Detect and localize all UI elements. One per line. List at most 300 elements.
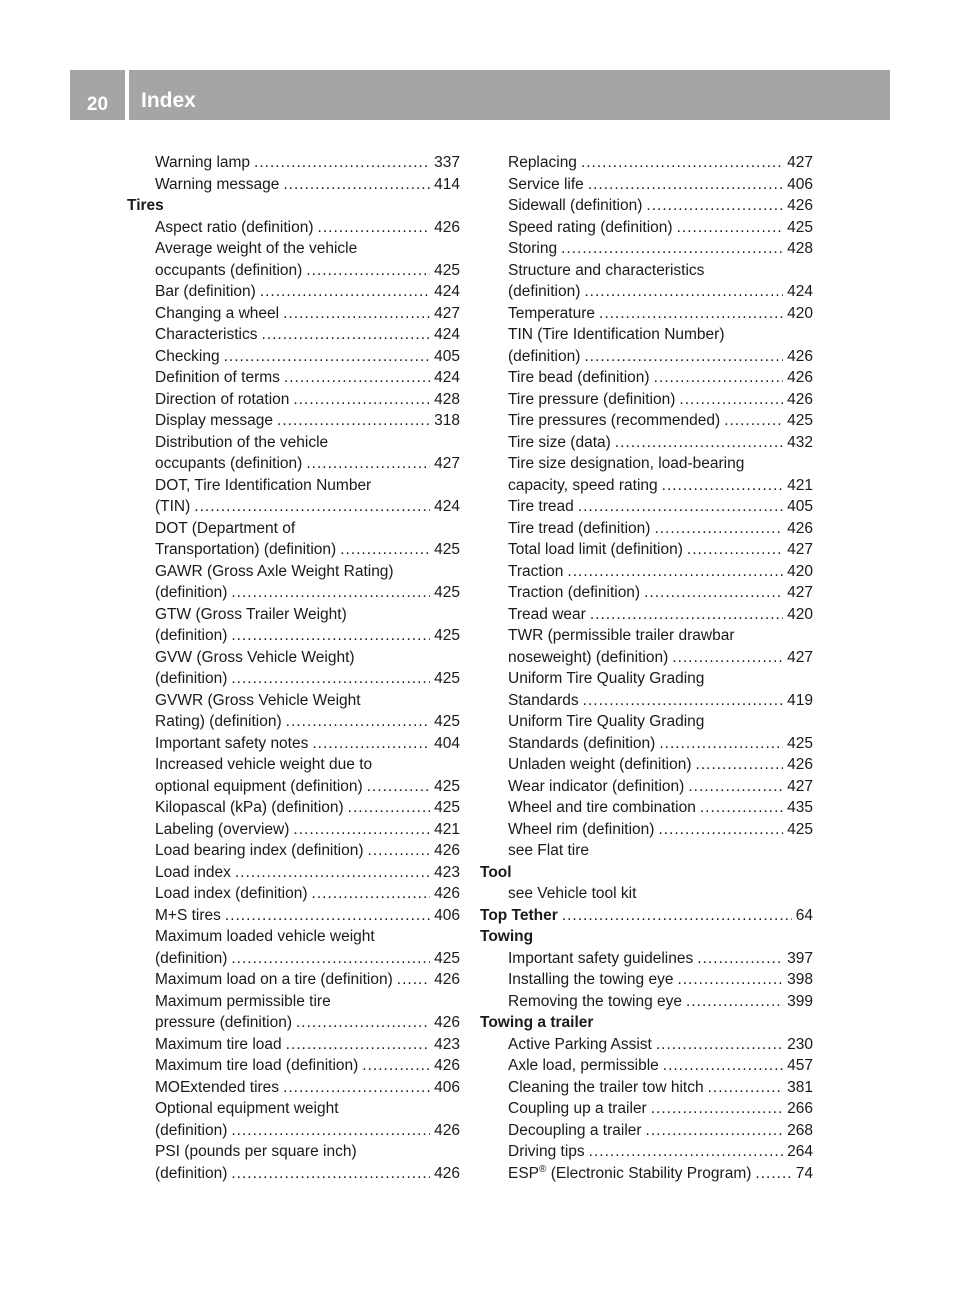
page-reference: 406: [434, 906, 460, 924]
page-reference: 426: [787, 756, 813, 773]
dot-leader: [700, 797, 783, 819]
page-reference: 421: [787, 476, 813, 494]
index-entry: [127, 668, 460, 690]
page-reference: 424: [434, 326, 460, 343]
dot-leader: [688, 776, 783, 798]
dot-leader: [662, 475, 783, 497]
entry-text: Maximum load on a tire (definition): [155, 971, 393, 988]
page-reference: 424: [787, 283, 813, 300]
index-entry: [127, 625, 460, 647]
entry-text: Rating) (definition): [155, 713, 282, 730]
dot-leader: [348, 797, 430, 819]
dot-leader: [562, 905, 792, 927]
dot-leader: [583, 690, 783, 712]
index-entry: [127, 711, 460, 733]
index-entry: [480, 1120, 813, 1142]
dot-leader: [581, 152, 783, 174]
entry-text: MOExtended tires: [155, 1078, 280, 1096]
dot-leader: [231, 948, 430, 970]
page-reference: 425: [434, 713, 460, 730]
entry-text: Changing a wheel: [155, 304, 280, 322]
index-entry: [127, 496, 460, 518]
index-entry: [127, 840, 460, 862]
dot-leader: [686, 991, 783, 1013]
index-entry: [127, 1141, 460, 1163]
index-entry: [127, 367, 460, 389]
index-entry: [480, 668, 813, 690]
page-reference: 397: [787, 949, 813, 967]
entry-text: Active Parking Assist: [508, 1035, 652, 1053]
index-entry: [127, 883, 460, 905]
entry-text: Distribution of the vehicle: [155, 433, 329, 451]
dot-leader: [231, 668, 430, 690]
entry-text: GAWR (Gross Axle Weight Rating): [155, 562, 394, 580]
dot-leader: [260, 281, 430, 303]
dot-leader: [312, 733, 430, 755]
dot-leader: [340, 539, 430, 561]
index-entry: [127, 561, 460, 583]
entry-text: Bar (definition): [155, 283, 256, 300]
index-entry: [127, 797, 460, 819]
entry-text: occupants (definition): [155, 455, 303, 472]
entry-text: (definition): [155, 1164, 228, 1182]
entry-text: Service life: [508, 175, 584, 193]
index-entry: [480, 496, 813, 518]
entry-text: GTW (Gross Trailer Weight): [155, 605, 347, 623]
index-entry: [480, 711, 813, 733]
entry-text: Important safety notes: [155, 734, 309, 752]
index-entry: [127, 475, 460, 497]
entry-text: Optional equipment weight: [155, 1100, 339, 1117]
index-entry: [127, 819, 460, 841]
index-entry: [127, 776, 460, 798]
entry-text: (definition): [155, 1121, 228, 1139]
page-reference: 432: [787, 433, 813, 451]
page-reference: 425: [434, 777, 460, 795]
entry-text: Load index: [155, 863, 231, 881]
entry-text: Sidewall (definition): [508, 197, 643, 214]
entry-text: Maximum tire load: [155, 1035, 282, 1053]
entry-text: TWR (permissible trailer drawbar: [508, 627, 735, 644]
page-reference: 425: [434, 670, 460, 687]
dot-leader: [724, 410, 783, 432]
header-divider: [125, 70, 129, 122]
dot-leader: [224, 346, 431, 368]
entry-text: GVW (Gross Vehicle Weight): [155, 648, 355, 666]
index-column-right: [480, 152, 813, 1184]
dot-leader: [225, 905, 430, 927]
index-entry: [480, 539, 813, 561]
page-reference: 230: [787, 1035, 813, 1053]
index-entry: [127, 582, 460, 604]
entry-text: Load bearing index (definition): [155, 842, 364, 859]
index-entry: [127, 862, 460, 884]
index-heading: [127, 195, 460, 217]
index-entry: [480, 754, 813, 776]
page-reference: 405: [434, 347, 460, 365]
index-column-left: [127, 152, 460, 1184]
page-reference: 457: [787, 1057, 813, 1074]
page-reference: 428: [434, 390, 460, 408]
dot-leader: [590, 604, 783, 626]
page-reference: 427: [434, 304, 460, 322]
dot-leader: [708, 1077, 784, 1099]
page-reference: 419: [787, 691, 813, 709]
dot-leader: [677, 217, 784, 239]
index-entry: [480, 346, 813, 368]
page-reference: 425: [434, 799, 460, 816]
index-entry: [480, 281, 813, 303]
entry-text: Checking: [155, 347, 220, 365]
index-entry: [480, 883, 813, 905]
index-entry: [127, 174, 460, 196]
page-reference: 425: [434, 627, 460, 644]
page-reference: 424: [434, 369, 460, 386]
page-reference: 266: [787, 1100, 813, 1117]
entry-text: TIN (Tire Identification Number): [508, 326, 725, 343]
index-entry: [127, 1163, 460, 1185]
entry-text: Definition of terms: [155, 369, 280, 386]
dot-leader: [696, 754, 784, 776]
entry-text: (definition): [155, 670, 228, 687]
page-reference: 426: [434, 218, 460, 236]
entry-text: Average weight of the vehicle: [155, 240, 358, 257]
index-entry: [480, 1098, 813, 1120]
dot-leader: [286, 711, 430, 733]
entry-text: Aspect ratio (definition): [155, 218, 314, 236]
index-entry: [480, 1163, 813, 1185]
index-entry: [480, 303, 813, 325]
entry-text: M+S tires: [155, 906, 221, 924]
page-reference: 425: [787, 734, 813, 752]
index-entry: [480, 238, 813, 260]
entry-text: Tire size designation, load-bearing: [508, 455, 745, 472]
dot-leader: [254, 152, 430, 174]
page-reference: 425: [434, 584, 460, 601]
dot-leader: [659, 733, 783, 755]
page-reference: 424: [434, 498, 460, 515]
index-entry: [127, 969, 460, 991]
page-reference: 425: [434, 261, 460, 279]
index-entry: [480, 217, 813, 239]
dot-leader: [231, 1120, 430, 1142]
dot-leader: [561, 238, 783, 260]
dot-leader: [589, 1141, 783, 1163]
dot-leader: [296, 1012, 430, 1034]
entry-text: Wheel and tire combination: [508, 799, 696, 816]
entry-text: Total load limit (definition): [508, 541, 683, 558]
entry-text: Transportation) (definition): [155, 541, 337, 558]
dot-leader: [644, 582, 783, 604]
index-entry: [480, 561, 813, 583]
dot-leader: [318, 217, 431, 239]
index-entry: [480, 324, 813, 346]
dot-leader: [397, 969, 430, 991]
entry-text: PSI (pounds per square inch): [155, 1143, 357, 1160]
page-reference: 405: [787, 498, 813, 515]
index-entry: [127, 905, 460, 927]
index-entry: [480, 518, 813, 540]
index-entry: [480, 195, 813, 217]
page-reference: 420: [787, 605, 813, 623]
entry-text: Traction: [508, 562, 564, 580]
entry-text: Tires: [127, 197, 164, 214]
index-entry: [480, 174, 813, 196]
index-entry: [480, 389, 813, 411]
entry-text: Cleaning the trailer tow hitch: [508, 1078, 704, 1096]
dot-leader: [367, 776, 430, 798]
index-entry: [480, 776, 813, 798]
entry-text: Direction of rotation: [155, 390, 290, 408]
entry-text: DOT, Tire Identification Number: [155, 476, 372, 494]
index-entry: [480, 410, 813, 432]
index-entry: [127, 389, 460, 411]
entry-text: Standards: [508, 691, 579, 709]
index-entry: [127, 260, 460, 282]
entry-text: Uniform Tire Quality Grading: [508, 713, 705, 730]
entry-text: Speed rating (definition): [508, 218, 673, 236]
entry-text: Maximum tire load (definition): [155, 1057, 359, 1074]
entry-text: Decoupling a trailer: [508, 1121, 642, 1139]
dot-leader: [231, 625, 430, 647]
page-reference: 425: [434, 949, 460, 967]
dot-leader: [646, 195, 783, 217]
index-entry: [480, 1077, 813, 1099]
index-entry: [127, 1055, 460, 1077]
dot-leader: [599, 303, 783, 325]
index-entry: [480, 1034, 813, 1056]
page-reference: 426: [434, 1014, 460, 1031]
index-entry: [127, 926, 460, 948]
entry-text: see Vehicle tool kit: [508, 885, 637, 902]
index-entry: [480, 367, 813, 389]
dot-leader: [293, 389, 430, 411]
dot-leader: [283, 174, 430, 196]
entry-text: noseweight) (definition): [508, 648, 669, 666]
entry-text: Replacing: [508, 154, 577, 171]
index-entry: [127, 1098, 460, 1120]
dot-leader: [755, 1163, 791, 1185]
dot-leader: [651, 1098, 783, 1120]
index-entry: [480, 797, 813, 819]
entry-text: Warning lamp: [155, 154, 251, 171]
entry-text: (definition): [508, 347, 581, 365]
index-entry: [127, 1012, 460, 1034]
dot-leader: [672, 647, 783, 669]
index-entry: [127, 410, 460, 432]
page-reference: 406: [434, 1078, 460, 1096]
dot-leader: [656, 1034, 783, 1056]
page-reference: 425: [787, 218, 813, 236]
dot-leader: [284, 367, 430, 389]
page-reference: 268: [787, 1121, 813, 1139]
index-entry: [480, 733, 813, 755]
page-reference: 427: [787, 648, 813, 666]
page-reference: 426: [787, 197, 813, 214]
entry-text: see Flat tire: [508, 842, 589, 859]
dot-leader: [362, 1055, 430, 1077]
index-entry: [127, 346, 460, 368]
dot-leader: [286, 1034, 431, 1056]
page-reference: 428: [787, 240, 813, 257]
index-entry: [127, 432, 460, 454]
index-entry: [480, 819, 813, 841]
entry-text: Tread wear: [508, 605, 586, 623]
page-reference: 414: [434, 175, 460, 193]
index-entry: [480, 604, 813, 626]
page-reference: 426: [434, 885, 460, 902]
page-reference: 398: [787, 971, 813, 988]
page-reference: 427: [787, 777, 813, 795]
page-reference: 404: [434, 734, 460, 752]
index-entry: [127, 152, 460, 174]
dot-leader: [584, 346, 783, 368]
dot-leader: [312, 883, 431, 905]
entry-text: Installing the towing eye: [508, 971, 674, 988]
page-reference: 406: [787, 175, 813, 193]
index-entry: [127, 217, 460, 239]
entry-text: Display message: [155, 412, 274, 429]
dot-leader: [283, 303, 430, 325]
dot-leader: [567, 561, 783, 583]
dot-leader: [231, 582, 430, 604]
dot-leader: [262, 324, 431, 346]
entry-text: Tire tread (definition): [508, 519, 651, 537]
index-entry: [480, 625, 813, 647]
page-reference: 424: [434, 283, 460, 300]
index-entry: [480, 969, 813, 991]
dot-leader: [615, 432, 783, 454]
entry-text: optional equipment (definition): [155, 777, 363, 795]
page-reference: 426: [434, 1057, 460, 1074]
entry-text: Driving tips: [508, 1143, 585, 1160]
entry-text: Load index (definition): [155, 885, 308, 902]
entry-text: GVWR (Gross Vehicle Weight: [155, 691, 361, 709]
index-entry: [127, 453, 460, 475]
page-reference: 423: [434, 863, 460, 881]
index-entry: [127, 690, 460, 712]
page-reference: 399: [787, 992, 813, 1010]
index-entry: [480, 1141, 813, 1163]
dot-leader: [578, 496, 783, 518]
page-reference: 426: [787, 369, 813, 386]
dot-leader: [687, 539, 783, 561]
index-entry: [127, 1034, 460, 1056]
entry-text: DOT (Department of: [155, 519, 296, 537]
page-reference: 318: [434, 412, 460, 429]
entry-text: Maximum permissible tire: [155, 992, 331, 1010]
entry-text: Standards (definition): [508, 734, 656, 752]
entry-text: (definition): [155, 949, 228, 967]
index-entry: [127, 324, 460, 346]
entry-text: occupants (definition): [155, 261, 303, 279]
index-entry: [127, 647, 460, 669]
dot-leader: [654, 367, 784, 389]
index-entry: [127, 539, 460, 561]
entry-text: Top Tether: [480, 906, 558, 924]
entry-text: Tire bead (definition): [508, 369, 650, 386]
entry-text: Unladen weight (definition): [508, 756, 692, 773]
index-entry: [480, 152, 813, 174]
index-entry: [480, 647, 813, 669]
entry-text: Towing a trailer: [480, 1014, 594, 1031]
dot-leader: [306, 260, 430, 282]
entry-text: (definition): [155, 627, 228, 644]
index-entry: [480, 840, 813, 862]
index-entry: [127, 1120, 460, 1142]
page-reference: 381: [787, 1078, 813, 1096]
index-heading: [480, 926, 813, 948]
page-reference: 435: [787, 799, 813, 816]
page-reference: 74: [795, 1164, 813, 1182]
page-reference: 264: [787, 1143, 813, 1160]
index-entry: [127, 238, 460, 260]
entry-text: Warning message: [155, 175, 280, 193]
entry-text: Kilopascal (kPa) (definition): [155, 799, 344, 816]
page-reference: 420: [787, 562, 813, 580]
entry-text: Labeling (overview): [155, 820, 290, 838]
dot-leader: [235, 862, 430, 884]
page-reference: 426: [434, 971, 460, 988]
dot-leader: [277, 410, 430, 432]
entry-text: Tire tread: [508, 498, 574, 515]
index-heading: [480, 1012, 813, 1034]
dot-leader: [646, 1120, 784, 1142]
index-entry: [480, 432, 813, 454]
page-reference: 421: [434, 820, 460, 838]
entry-text: Increased vehicle weight due to: [155, 756, 373, 773]
index-entry: [127, 948, 460, 970]
dot-leader: [283, 1077, 430, 1099]
page-reference: 426: [434, 842, 460, 859]
dot-leader: [293, 819, 430, 841]
entry-text: Wheel rim (definition): [508, 820, 655, 838]
entry-text: Removing the towing eye: [508, 992, 683, 1010]
entry-text: (definition): [155, 584, 228, 601]
index-entry: [127, 604, 460, 626]
page-reference: 426: [434, 1121, 460, 1139]
index-entry: [480, 475, 813, 497]
entry-text: Tire pressures (recommended): [508, 412, 721, 429]
entry-text: Tire size (data): [508, 433, 611, 451]
page-reference: 426: [434, 1164, 460, 1182]
index-heading: [480, 862, 813, 884]
entry-text: ESP® (Electronic Stability Program): [508, 1163, 752, 1182]
dot-leader: [231, 1163, 430, 1185]
index-entry: [480, 948, 813, 970]
dot-leader: [306, 453, 430, 475]
page-reference: 423: [434, 1035, 460, 1053]
page-reference: 427: [787, 541, 813, 558]
index-entry: [480, 1055, 813, 1077]
page-reference: 64: [795, 906, 813, 924]
entry-text: Uniform Tire Quality Grading: [508, 670, 705, 687]
entry-text: Important safety guidelines: [508, 949, 694, 967]
entry-text: Coupling up a trailer: [508, 1100, 647, 1117]
page-reference: 425: [787, 820, 813, 838]
entry-text: pressure (definition): [155, 1014, 292, 1031]
index-entry: [480, 260, 813, 282]
entry-text: (definition): [508, 283, 581, 300]
section-title: Index: [141, 89, 196, 112]
dot-leader: [368, 840, 431, 862]
index-heading: [480, 905, 813, 927]
entry-text: Maximum loaded vehicle weight: [155, 928, 375, 945]
entry-text: Axle load, permissible: [508, 1057, 659, 1074]
entry-text: Characteristics: [155, 326, 258, 343]
dot-leader: [654, 518, 783, 540]
index-entry: [127, 281, 460, 303]
